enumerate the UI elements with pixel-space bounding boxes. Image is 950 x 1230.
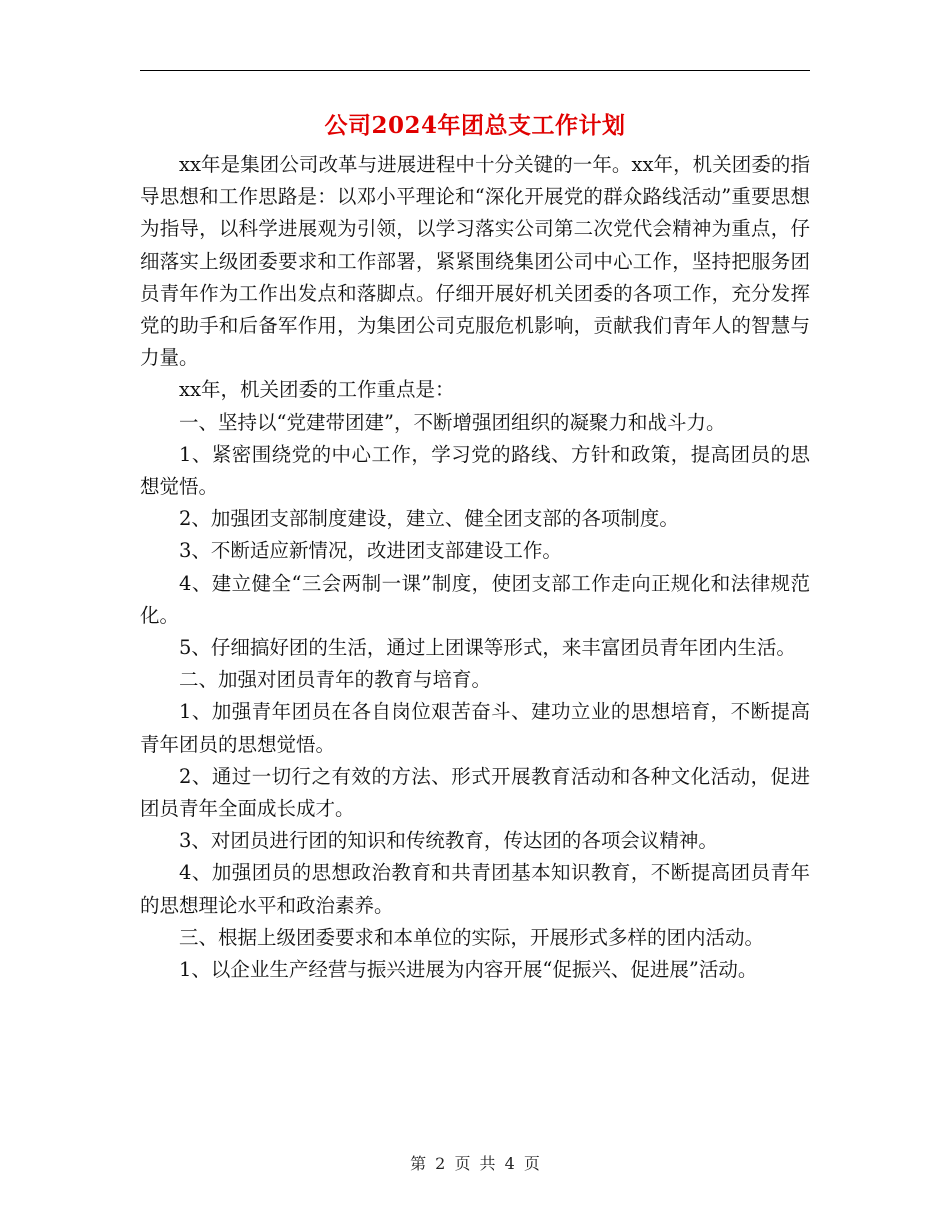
header-rule (140, 70, 810, 71)
document-body (140, 149, 810, 986)
list-item: 1、以企业生产经营与振兴进展为内容开展“促振兴、促进展”活动。 (179, 958, 758, 982)
list-item: 2、加强团支部制度建设，建立、健全团支部的各项制度。 (179, 507, 679, 531)
page-number: 第 2 页 共 4 页 (410, 1154, 540, 1173)
list-item: 2、通过一切行之有效的方法、形式开展教育活动和各种文化活动，促进团员青年全面成长成才。 (140, 764, 810, 821)
section-heading-2: 二、加强对团员青年的教育与培育。 (179, 668, 492, 692)
list-item: 3、对团员进行团的知识和传统教育，传达团的各项会议精神。 (179, 829, 718, 853)
paragraph-focus-lead: xx年，机关团委的工作重点是： (179, 378, 455, 402)
list-item: 5、仔细搞好团的生活，通过上团课等形式，来丰富团员青年团内生活。 (179, 636, 796, 660)
list-item: 4、建立健全“三会两制一课”制度，使团支部工作走向正规化和法律规范化。 (140, 571, 810, 627)
document-title: 公司2024年团总支工作计划 (324, 112, 626, 139)
list-item: 1、加强青年团员在各自岗位艰苦奋斗、建功立业的思想培育，不断提高青年团员的思想觉悟。 (140, 700, 810, 756)
paragraph-intro: xx年是集团公司改革与进展进程中十分关键的一年。xx年，机关团委的指导思想和工作思路是：以邓小平理论和“深化开展党的群众路线活动”重要思想为指导，以科学进展观为引领，以学习落实公司第二次党代会精神为重点，仔细落实上级团委要求和工作部署，紧紧围绕集团公司中心工作，坚持把服务团员青年作为工作出发点和落脚点。仔细开展好机关团委的各项工作，充分发挥党的助手和后备军作用，为集团公司克服危机影响，贡献我们青年人的智慧与力量。 (140, 153, 810, 370)
list-item: 4、加强团员的思想政治教育和共青团基本知识教育，不断提高团员青年的思想理论水平和政治素养。 (140, 861, 810, 917)
section-heading-1: 一、坚持以“党建带团建”，不断增强团组织的凝聚力和战斗力。 (179, 410, 726, 434)
section-heading-3: 三、根据上级团委要求和本单位的实际，开展形式多样的团内活动。 (179, 925, 765, 949)
list-item: 1、紧密围绕党的中心工作，学习党的路线、方针和政策，提高团员的思想觉悟。 (140, 442, 810, 499)
list-item: 3、不断适应新情况，改进团支部建设工作。 (179, 539, 562, 563)
